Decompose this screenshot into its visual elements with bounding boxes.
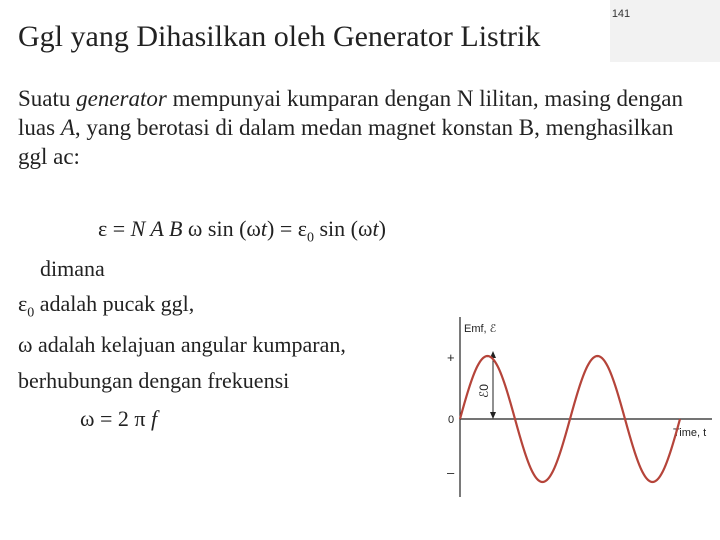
- amplitude-arrowhead-bottom: [490, 412, 496, 419]
- x-axis-label: Time, t: [673, 427, 707, 439]
- intro-text-1: Suatu: [18, 86, 77, 111]
- equation-end: ): [378, 216, 386, 241]
- equation-sub-zero: 0: [307, 230, 314, 246]
- amplitude-label: ℰ0: [477, 384, 491, 398]
- y-tick-plus: +: [447, 350, 455, 365]
- equation-factors: N A B: [130, 216, 183, 241]
- intro-term-generator: generator: [76, 86, 167, 111]
- intro-text-3: , yang berotasi di dalam medan magnet konstan B, menghasilkan ggl ac:: [18, 115, 674, 169]
- equation-lhs: ε =: [98, 216, 131, 241]
- y-tick-minus: –: [447, 465, 455, 480]
- peak-emf-symbol: ε: [18, 291, 28, 316]
- equation-time-1: t: [260, 216, 268, 241]
- equation-time-2: t: [372, 216, 379, 241]
- emf-time-graph: [430, 305, 720, 510]
- definition-peak-emf: [18, 291, 194, 321]
- formula-main: ω = 2 π: [80, 406, 151, 431]
- peak-emf-text: adalah pucak ggl,: [34, 291, 195, 316]
- equation-sin-2: sin (ω: [314, 216, 373, 241]
- intro-area-variable: A: [60, 115, 75, 140]
- y-tick-zero: 0: [448, 414, 455, 426]
- equation-omega: ω sin (ω: [182, 216, 261, 241]
- page-number: 141: [611, 8, 631, 20]
- definition-dimana: dimana: [40, 256, 105, 281]
- equation-mid: ) = ε: [267, 216, 307, 241]
- definition-relation: berhubungan dengan frekuensi: [18, 368, 290, 393]
- peak-emf-subscript: 0: [27, 305, 35, 321]
- intro-text-2: mempunyai kumparan dengan N lilitan, masing dengan luas: [18, 86, 683, 140]
- slide-title: Ggl yang Dihasilkan oleh Generator Listrik: [18, 20, 541, 53]
- emf-equation: [98, 216, 386, 246]
- intro-paragraph: [18, 84, 698, 171]
- definition-formula: [80, 406, 157, 432]
- definition-angular-speed: ω adalah kelajuan angular kumparan,: [18, 332, 346, 357]
- y-axis-label: Emf, ℰ: [464, 323, 497, 335]
- formula-frequency-variable: f: [151, 406, 158, 431]
